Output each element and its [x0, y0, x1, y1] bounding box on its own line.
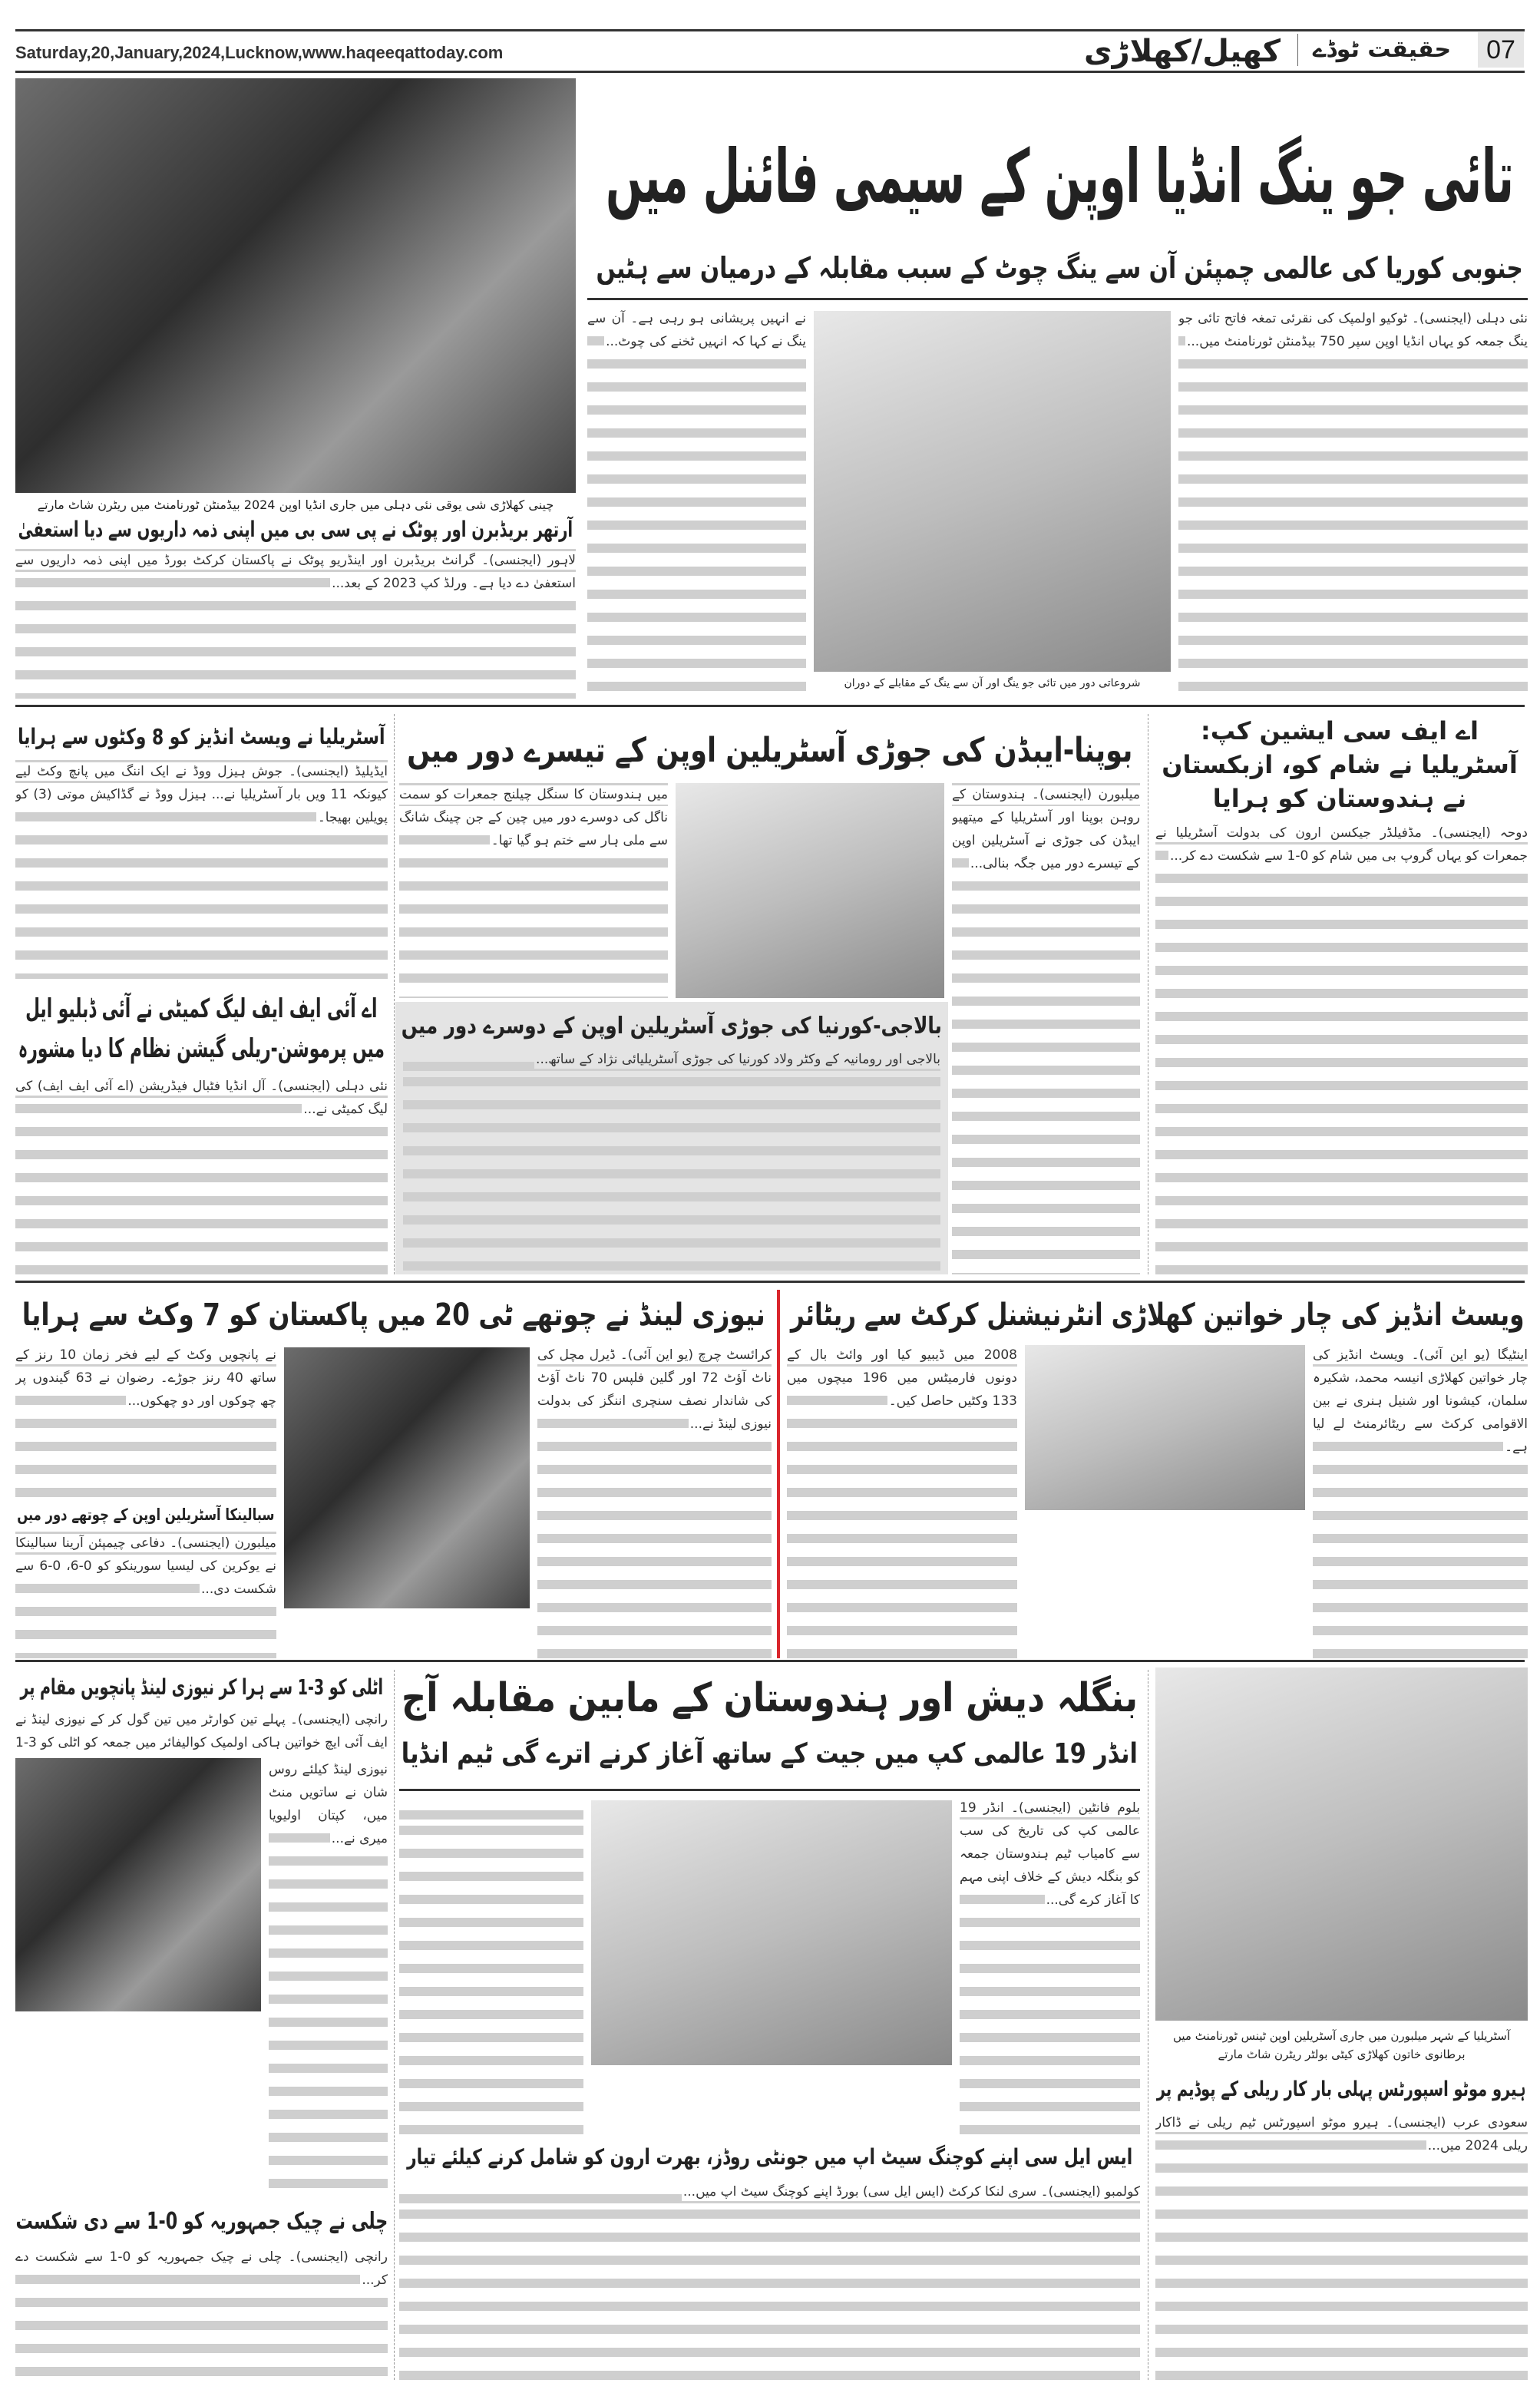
header-bottom-rule	[15, 71, 1525, 73]
article-body-sabalenka: میلبورن (ایجنسی)۔ دفاعی چیمپئن آرینا سبالینکا نے یوکرین کی لیسیا سورینکو کو 0-6، 0-6 سے شکست دی...	[15, 1532, 276, 1658]
article-body-nz-pak: کرائسٹ چرچ (یو این آئی)۔ ڈیرل مچل کی ناٹ آؤٹ 72 اور گلین فلپس 70 ناٹ آؤٹ کی شاندار نصف سنچری اننگز کی بدولت نیوزی لینڈ نے...	[537, 1344, 772, 1658]
article-body-wi-women: اینٹیگا (یو این آئی)۔ ویسٹ انڈیز کی چار خواتین کھلاڑی انیسہ محمد، شکیرہ سلمان، کیشونا اور شنیل ہنری نے بین الاقوامی کرکٹ سے ریٹائرمنٹ لے لیا ہے۔	[1313, 1344, 1528, 1658]
red-column-divider	[777, 1290, 780, 1658]
article-body-resign: لاہور (ایجنسی)۔ گرانٹ بریڈبرن اور اینڈریو پوٹک نے پاکستان کرکٹ بورڈ میں اپنی ذمہ داریوں سے استعفیٰ دے دیا ہے۔ ورلڈ کپ 2023 کے بعد...	[15, 549, 576, 699]
subheadline-u19: انڈر 19 عالمی کپ میں جیت کے ساتھ آغاز کرنے اترے گی ٹیم انڈیا	[401, 1738, 1138, 1770]
article-body-hero: سعودی عرب (ایجنسی)۔ ہیرو موٹو اسپورٹس ٹیم ریلی نے ڈاکار ریلی 2024 میں...	[1155, 2111, 1528, 2380]
article-body-aus-wi: ایڈیلیڈ (ایجنسی)۔ جوش ہیزل ووڈ نے ایک اننگ میں پانچ وکٹ لیے کیونکہ 11 ویں بار آسٹریلیا نے... ہیزل ووڈ نے گڈاکیش موتی (3) کو پویلین بھیجا۔	[15, 760, 388, 979]
wi-women-players-photo	[1025, 1345, 1305, 1510]
headline-tai-tzu: تائی جو ینگ انڈیا اوپن کے سیمی فائنل میں	[605, 134, 1514, 220]
newspaper-logo: حقیقت ٹوڈے	[1312, 36, 1452, 63]
article-body-tai-tzu-cont: نے انہیں پریشانی ہو رہی ہے۔ آن سے ینگ نے کہا کہ انہیں ٹخنے کی چوٹ...	[587, 307, 806, 699]
article-body-wi-women-cont: 2008 میں ڈیبیو کیا اور وائٹ بال کے دونوں فارمیٹس میں 196 میچوں میں 133 وکٹیں حاصل کیں۔	[787, 1344, 1017, 1658]
headline-afc: اے ایف سی ایشین کپ: آسٹریلیا نے شام کو، ازبکستان نے ہندوستان کو ہرایا	[1162, 716, 1518, 813]
headline-balaji: بالاجی-کورنیا کی جوڑی آسٹریلین اوپن کے دوسرے دور میں	[401, 1013, 943, 1040]
tai-tzu-photo	[814, 311, 1171, 672]
headline-resign: آرتھر بریڈبرن اور پوٹک نے پی سی بی میں اپنی ذمہ داریوں سے دیا استعفیٰ	[18, 517, 573, 542]
row-rule	[15, 1660, 1525, 1662]
dateline: Saturday,20,January,2024,Lucknow,www.haqeeqattoday.com	[15, 43, 504, 62]
subheadline-tai-tzu: جنوبی کوریا کی عالمی چمپئن آن سے ینگ چوٹ کے سبب مقابلہ کے درمیان سے ہٹیں	[596, 251, 1523, 285]
badminton-player-photo	[15, 78, 576, 493]
headline-u19: بنگلہ دیش اور ہندوستان کے مابین مقابلہ آج	[401, 1675, 1138, 1721]
headline-aus-wi: آسٹریلیا نے ویسٹ انڈیز کو 8 وکٹوں سے ہرایا	[18, 724, 385, 749]
photo-caption: آسٹریلیا کے شہر میلبورن میں جاری آسٹریلین اوپن ٹینس ٹورنامنٹ میں برطانوی خاتون کھلاڑی کیٹی بولٹر ریٹرن شاٹ مارتے	[1172, 2029, 1511, 2061]
article-body-bopanna-cont: میں ہندوستان کا سنگل چیلنج جمعرات کو سمت ناگل کی دوسرے دور میں چین کے جن چینگ شانگ سے ملی ہار سے ختم ہو گیا تھا۔	[399, 783, 668, 998]
header-divider	[1297, 34, 1298, 66]
page-number: 07	[1478, 32, 1524, 68]
headline-slc: ایس ایل سی اپنے کوچنگ سیٹ اپ میں جونٹی روڈز، بھرت ارون کو شامل کرنے کیلئے تیار	[406, 2144, 1133, 2170]
headline-bopanna: بوپنا-ایبڈن کی جوڑی آسٹریلین اوپن کے تیسرے دور میں	[406, 731, 1133, 770]
hockey-team-photo	[15, 1758, 261, 2011]
article-body-chile: رانچی (ایجنسی)۔ چلی نے چیک جمہوریہ کو 0-1 سے شکست دے کر...	[15, 2246, 388, 2380]
photo-caption: چینی کھلاڑی شی یوقی نئی دہلی میں جاری انڈیا اوپن 2024 بیڈمنٹن ٹورنامنٹ میں ریٹرن شاٹ مارتے	[37, 497, 554, 512]
article-body-bopanna: میلبورن (ایجنسی)۔ ہندوستان کے روہن بوپنا اور آسٹریلیا کے میتھیو ایبڈن کی جوڑی نے آسٹریلین اوپن کے تیسرے دور میں جگہ بنالی...	[952, 783, 1140, 1274]
article-body-slc: کولمبو (ایجنسی)۔ سری لنکا کرکٹ (ایس ایل سی) بورڈ اپنے کوچنگ سیٹ اپ میں...	[399, 2180, 1140, 2380]
headline-nz-pak: نیوزی لینڈ نے چوتھے ٹی 20 میں پاکستان کو 7 وکٹ سے ہرایا	[21, 1297, 765, 1333]
headline-aiff: اے آئی ایف ایف لیگ کمیٹی نے آئی ڈبلیو ایل میں پرموشن-ریلی گیشن نظام کا دیا مشورہ	[18, 993, 385, 1064]
cricket-players-photo	[284, 1347, 530, 1608]
tennis-player-photo	[1155, 1667, 1528, 2021]
article-body-tai-tzu: نئی دہلی (ایجنسی)۔ ٹوکیو اولمپک کی نقرئی تمغہ فاتح تائی جو ینگ جمعہ کو یہاں انڈیا اوپن سپر 750 بیڈمنٹن ٹورنامنٹ میں...	[1178, 307, 1528, 699]
column-divider	[394, 1670, 395, 2380]
headline-chile: چلی نے چیک جمہوریہ کو 0-1 سے دی شکست	[15, 2208, 388, 2235]
article-body-u19: بلوم فانٹین (ایجنسی)۔ انڈر 19 عالمی کپ کی تاریخ کی سب سے کامیاب ٹیم ہندوستان جمعہ کو بنگلہ دیش کے خلاف اپنی مہم کا آغاز کرے گی...	[960, 1796, 1140, 2134]
row-rule	[15, 1281, 1525, 1283]
section-rule	[587, 298, 1528, 300]
u19-captains-trophy-photo	[591, 1800, 952, 2065]
article-body-u19-cont	[399, 1796, 583, 2134]
headline-sabalenka: سبالینکا آسٹریلین اوپن کے چوتھے دور میں	[17, 1506, 275, 1524]
headline-wi-women: ویسٹ انڈیز کی چار خواتین کھلاڑی انٹرنیشنل کرکٹ سے ریٹائر	[790, 1297, 1525, 1333]
section-rule	[399, 1789, 1140, 1791]
row-rule	[15, 705, 1525, 707]
header-top-rule	[15, 29, 1525, 31]
article-body-hockey-cont: نیوزی لینڈ کیلئے روس شان نے ساتویں منٹ میں، کپتان اولیویا میری نے...	[269, 1758, 388, 2196]
article-body-afc: دوحہ (ایجنسی)۔ مڈفیلڈر جیکسن ارون کی بدولت آسٹریلیا نے جمعرات کو یہاں گروپ بی میں شام کو 0-1 سے شکست دے کر...	[1155, 821, 1528, 1274]
article-body-nz-pak-cont: نے پانچویں وکٹ کے لیے فخر زمان 10 رنز کے ساتھ 40 رنز جوڑے۔ رضوان نے 63 گیندوں پر چھ چوکوں اور دو چھکوں...	[15, 1344, 276, 1497]
article-body-balaji: بالاجی اور رومانیہ کے وکٹر ولاد کورنیا کی جوڑی آسٹریلیائی نژاد کے ساتھ...	[403, 1048, 940, 1271]
headline-hockey: اٹلی کو 3-1 سے ہرا کر نیوزی لینڈ پانچویں مقام پر	[20, 1674, 383, 1700]
article-body-hockey: رانچی (ایجنسی)۔ پہلے تین کوارٹر میں تین گول کر کے نیوزی لینڈ نے ایف آئی ایچ خواتین ہاکی اولمپک کوالیفائر میں جمعہ کو اٹلی کو 3-1	[15, 1708, 388, 1754]
column-divider	[394, 714, 395, 1274]
photo-caption: شروعاتی دور میں تائی جو ینگ اور آن سے ینگ کے مقابلے کے دوران	[844, 677, 1141, 689]
headline-hero: ہیرو موٹو اسپورٹس پہلی بار کار ریلی کے پوڈیم پر	[1157, 2077, 1526, 2101]
tennis-doubles-photo	[676, 783, 944, 998]
article-body-aiff: نئی دہلی (ایجنسی)۔ آل انڈیا فٹبال فیڈریشن (اے آئی ایف ایف) کی لیگ کمیٹی نے...	[15, 1075, 388, 1274]
section-title: کھیل/کھلاڑی	[1083, 34, 1281, 69]
